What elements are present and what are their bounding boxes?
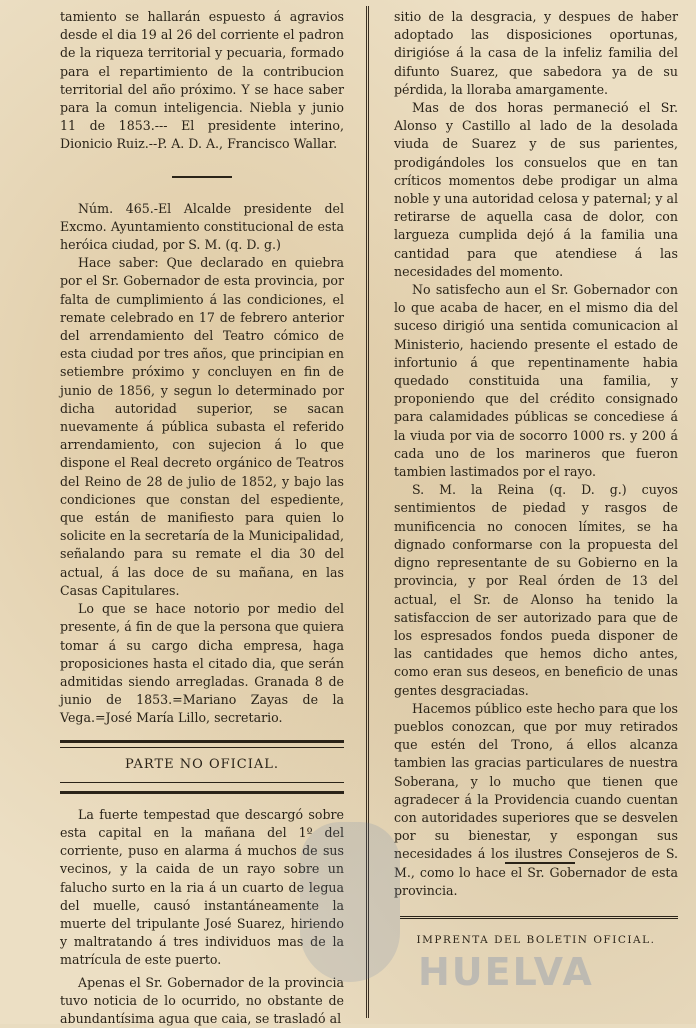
section-rule-bottom [60, 791, 344, 794]
watermark-logo: HUELVA [418, 950, 594, 994]
right-column [394, 8, 678, 900]
section-rule-top [60, 740, 344, 743]
end-rule [505, 862, 575, 864]
storm-article-p1: La fuerte tempestad que descargó sobre esta capital en la mañana del 1º del corriente, puso en alarma á muchos de sus vecinos, y la caida de un rayo sobre un falucho surto en la ria á un cuarto de legua del muelle, causó instantáneamente la muerte del tripulante José Suarez, hiriendo y maltratando á tres individuos mas de la matrícula de este puerto. [60, 806, 344, 968]
granada-notice-body: Hace saber: Que declarado en quiebra por el Sr. Gobernador de esta provincia, por falta de cumplimiento á las condiciones, el remate celebrado en 17 de febrero anterior del arrendamiento del Teatro cómico de esta ciudad por tres años, que principian en setiembre próximo y concluyen en fin de junio de 1856, y segun lo determinado por dicha autoridad superior, se sacan nuevamente á pública subasta el referido arrendamiento, con sujecion á lo que dispone el Real decreto orgánico de Teatros del Reino de 28 de julio de 1852, y bajo las condiciones que constan del espediente, que están de manifiesto para quien lo solicite en la secretaría de la Municipalidad, señalando para su remate el dia 30 del actual, á las doce de su mañana, en las Casas Capitulares. [60, 255, 344, 598]
storm-article-p3: sitio de la desgracia, y despues de haber adoptado las disposiciones oportunas, dirigióse á la casa de la infeliz familia del difunto Suarez, que sabedora ya de su pérdida, la lloraba amargamente. [394, 9, 678, 97]
niebla-notice: tamiento se hallarán espuesto á agravios desde el dia 19 al 26 del corriente el padron de la riqueza territorial y pecuaria, formado para el repartimiento de la contribucion territorial del año próximo. Y se hace saber para la comun inteligencia. Niebla y junio 11 de 1853.--- El presidente interino, Dionicio Ruiz.--P. A. D. A., Francisco Wallar. [60, 9, 344, 152]
section-title: PARTE NO OFICIAL. [124, 756, 279, 772]
storm-article-p5: No satisfecho aun el Sr. Gobernador con lo que acaba de hacer, en el mismo dia del suceso dirigió una sentida comunicacion al Ministerio, haciendo presente el estado de infortunio á que repentinamente habia quedado constituida una familia, y proponiendo que del crédito consignado para calamidades públicas se concediese á la viuda por via de socorro 1000 rs. y 200 á cada uno de los marineros que fueron tambien lastimados por el rayo. [394, 282, 678, 480]
section-rule-bottom-thin [60, 782, 344, 783]
imprint-rule [400, 916, 678, 919]
storm-article-p6: S. M. la Reina (q. D. g.) cuyos sentimientos de piedad y rasgos de munificencia no conocen límites, se ha dignado conformarse con la propuesta del digno representante de su Gobierno en la provincia, y por Real órden de 13 del actual, el Sr. de Alonso ha tenido la satisfaccion de ser autorizado para que de los espresados fondos pueda disponer de las cantidades que hemos dicho antes, como eran sus deseos, en beneficio de unas gentes desgraciadas. [394, 482, 678, 698]
library-seal-icon [300, 822, 400, 982]
imprint-line: IMPRENTA DEL BOLETIN OFICIAL. [416, 934, 656, 946]
granada-notice-closing: Lo que se hace notorio por medio del presente, á fin de que la persona que quiera tomar á su cargo dicha empresa, haga proposiciones hasta el citado dia, que serán admitidas siendo arregladas. Granada 8 de junio de 1853.=Mariano Zayas de la Vega.=José María Lillo, secretario. [60, 601, 344, 726]
storm-article-p4: Mas de dos horas permaneció el Sr. Alonso y Castillo al lado de la desolada viuda de Suarez y de sus parientes, prodigándoles los consuelos que en tan críticos momentos debe prodigar un alma noble y una autoridad celosa y paternal; y al retirarse de aquella casa de dolor, con largueza cumplida dejó á la familia una cantidad para que atendiese á las necesidades del momento. [394, 100, 678, 279]
storm-article-p7: Hacemos público este hecho para que los pueblos conozcan, que por muy retirados que estén del Trono, á ellos alcanza tambien las gracias particulares de nuestra Soberana, y lo mucho que tienen que agradecer á la Providencia cuando cuentan con autoridades superiores que se desvelen por su bienestar, y espongan sus necesidades á los ilustres Consejeros de S. M., como lo hace el Sr. Gobernador de esta provincia. [394, 700, 678, 898]
granada-notice-heading: Núm. 465.-El Alcalde presidente del Excmo. Ayuntamiento constitucional de esta heróica ciudad, por S. M. (q. D. g.) [60, 200, 344, 253]
section-rule-top-thin [60, 747, 344, 748]
storm-article-p2: Apenas el Sr. Gobernador de la provincia tuvo noticia de lo ocurrido, no obstante de abundantísima agua que caia, se trasladó al [60, 974, 344, 1026]
separator-rule [172, 176, 232, 178]
